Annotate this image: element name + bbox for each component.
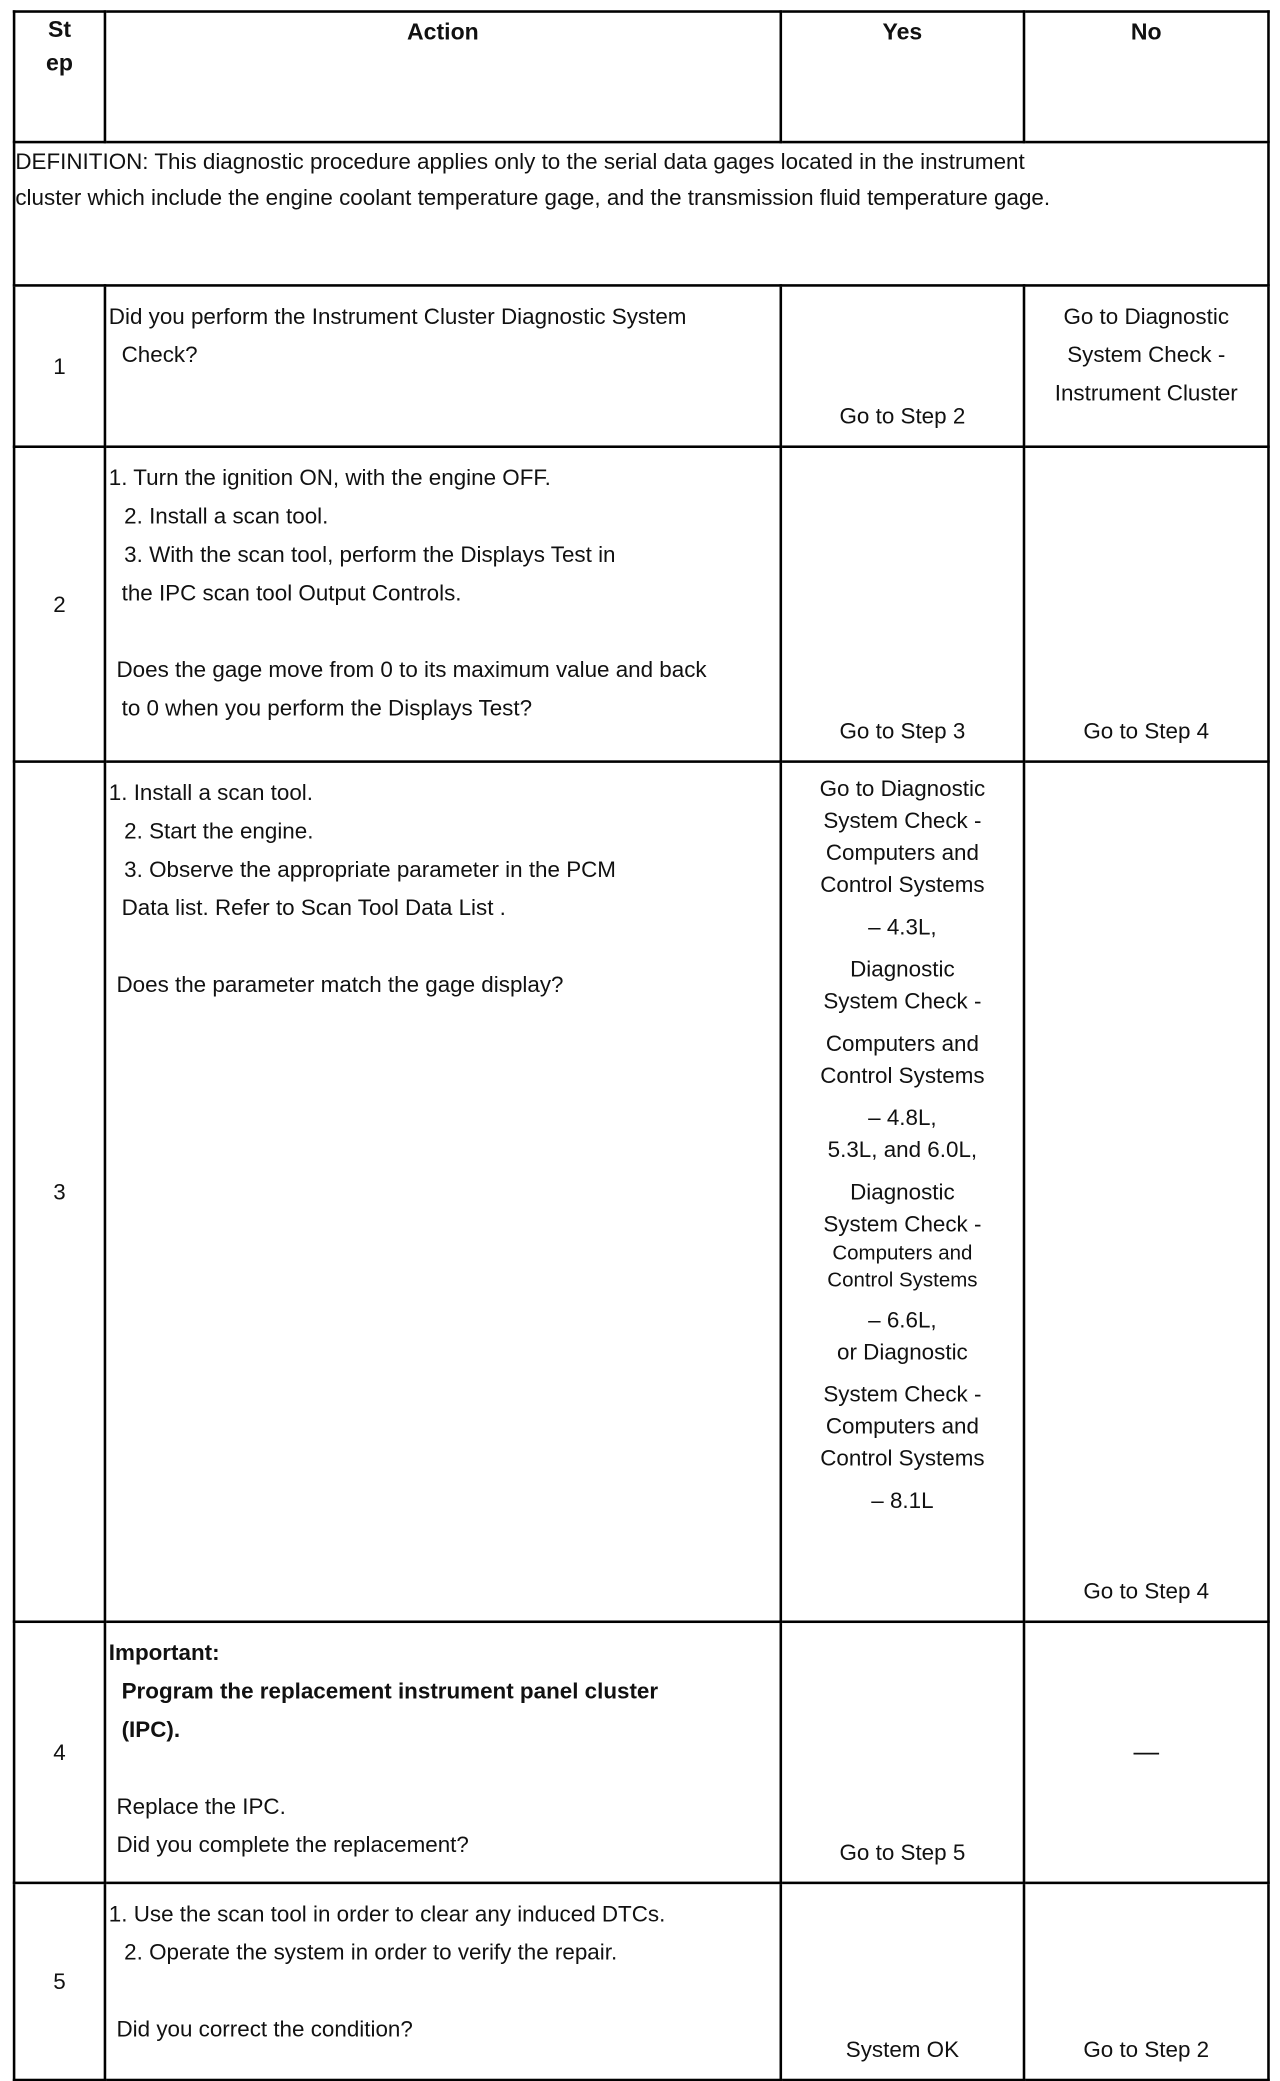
step-yes: Go to Step 2 (781, 285, 1024, 446)
table-row (14, 447, 1268, 762)
step-number: 3 (14, 762, 105, 1622)
definition-text: DEFINITION: This diagnostic procedure applies only to the serial data gages located in the instrument cluster which include the engine coolant temperature gage, and the transmission fluid temperature gage. (14, 142, 1268, 285)
header-action: Action (105, 12, 781, 143)
header-yes: Yes (781, 12, 1024, 143)
step-number: 2 (14, 447, 105, 762)
definition-row (14, 142, 1268, 285)
step-no: Go to Step 4 (1024, 762, 1268, 1622)
step-no: Go to Step 2 (1024, 1883, 1268, 2080)
table-row (14, 762, 1268, 1622)
header-step: St ep (14, 12, 105, 143)
table-row (14, 1622, 1268, 1883)
step-no: Go to Diagnostic System Check - Instrument Cluster (1024, 285, 1268, 446)
table-row (14, 285, 1268, 446)
step-no: Go to Step 4 (1024, 447, 1268, 762)
step-yes: Go to Diagnostic System Check - Computers and Control Systems – 4.3L, Diagnostic System Check - Computers and Control Systems – 4.8L, 5.3L, and 6.0L, Diagnostic System Check - Computers and Control Systems – 6.6L, or Diagnostic System Check - Computers and Control Systems – 8.1L (781, 762, 1024, 1622)
step-action: 1. Turn the ignition ON, with the engine OFF. 2. Install a scan tool. 3. With the scan tool, perform the Displays Test in the IPC scan tool Output Controls. Does the gage move from 0 to its maximum value and back to 0 when you perform the Displays Test? (105, 447, 781, 762)
important-label: Important: (108, 1639, 220, 1666)
step-action: Did you perform the Instrument Cluster Diagnostic System Check? (105, 285, 781, 446)
table-header-row (14, 12, 1268, 143)
step-yes: Go to Step 3 (781, 447, 1024, 762)
step-yes: System OK (781, 1883, 1024, 2080)
diagnostic-table (13, 10, 1270, 2081)
step-yes: Go to Step 5 (781, 1622, 1024, 1883)
step-number: 5 (14, 1883, 105, 2080)
step-number: 4 (14, 1622, 105, 1883)
step-action: 1. Use the scan tool in order to clear any induced DTCs. 2. Operate the system in order to verify the repair. Did you correct the condition? (105, 1883, 781, 2080)
step-no: — (1024, 1622, 1268, 1883)
table-row (14, 1883, 1268, 2080)
step-action: Important: Program the replacement instrument panel cluster (IPC). Replace the IPC. Did you complete the replacement? (105, 1622, 781, 1883)
step-number: 1 (14, 285, 105, 446)
step-action: 1. Install a scan tool. 2. Start the engine. 3. Observe the appropriate parameter in the PCM Data list. Refer to Scan Tool Data List . Does the parameter match the gage display? (105, 762, 781, 1622)
header-no: No (1024, 12, 1268, 143)
